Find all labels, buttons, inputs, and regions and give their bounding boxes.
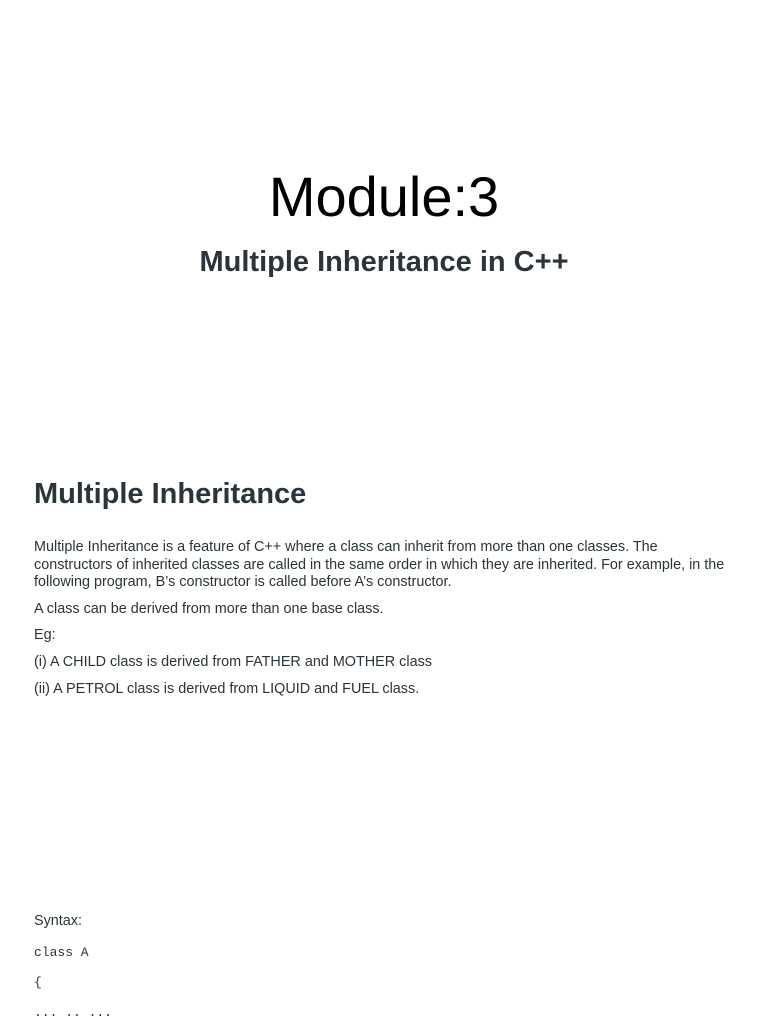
code-line: ... .. ... bbox=[34, 1005, 113, 1020]
section-heading: Multiple Inheritance bbox=[34, 478, 307, 510]
example-label: Eg: bbox=[34, 627, 56, 644]
module-title: Module:3 bbox=[268, 165, 500, 228]
example-item-2: (ii) A PETROL class is derived from LIQUID and FUEL class. bbox=[34, 680, 420, 697]
syntax-label: Syntax: bbox=[34, 913, 82, 929]
example-item-1: (i) A CHILD class is derived from FATHER and MOTHER class bbox=[34, 653, 432, 670]
code-line: { bbox=[34, 975, 42, 990]
syntax-code-block bbox=[34, 944, 112, 1024]
module-subtitle: Multiple Inheritance in C++ bbox=[199, 246, 569, 278]
section-body bbox=[34, 539, 740, 707]
code-line: class A bbox=[34, 945, 89, 960]
intro-paragraph: Multiple Inheritance is a feature of C++ where a class can inherit from more than one classes. The constructors of inherited classes are called in the same order in which they are inherited. For example, in the following program, B’s constructor is called before A’s constructor. bbox=[34, 539, 725, 591]
definition-paragraph: A class can be derived from more than one base class. bbox=[34, 600, 384, 617]
